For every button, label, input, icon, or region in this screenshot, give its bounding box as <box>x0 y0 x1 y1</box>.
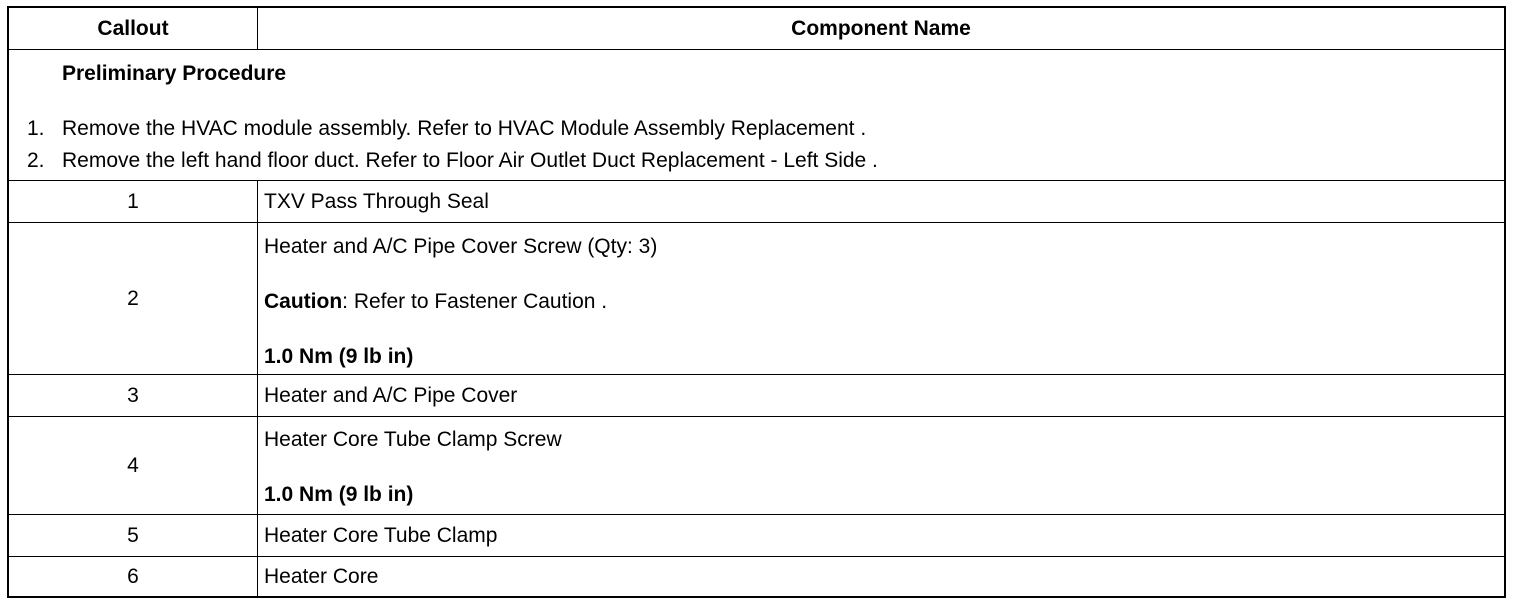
procedure-step <box>27 149 878 173</box>
component-name-column-header: Component Name <box>257 8 1504 49</box>
preliminary-procedure-row <box>9 49 1504 180</box>
table-row <box>9 556 1504 596</box>
table-row <box>9 374 1504 416</box>
callout-cell: 4 <box>127 453 139 477</box>
component-name: Heater Core Tube Clamp Screw <box>264 428 562 451</box>
table-header-row <box>9 8 1504 49</box>
table-row <box>9 416 1504 514</box>
torque-spec: 1.0 Nm (9 lb in) <box>264 345 414 368</box>
caution-text: : Refer to Fastener Caution . <box>342 290 608 313</box>
caution-label: Caution <box>264 290 343 313</box>
component-name-cell <box>257 417 1504 514</box>
component-name: Heater Core <box>264 565 379 588</box>
component-name-cell <box>257 223 1504 374</box>
callout-cell: 2 <box>127 286 139 310</box>
torque-spec: 1.0 Nm (9 lb in) <box>264 483 414 506</box>
step-text: Remove the HVAC module assembly. Refer to HVAC Module Assembly Replacement . <box>62 117 867 140</box>
procedure-step <box>27 117 866 141</box>
component-name: TXV Pass Through Seal <box>264 190 489 213</box>
component-name: Heater and A/C Pipe Cover Screw (Qty: 3) <box>264 235 658 258</box>
step-number: 2. <box>27 149 45 172</box>
component-name: Heater Core Tube Clamp <box>264 524 498 547</box>
component-name-cell <box>257 375 1504 416</box>
table-row <box>9 180 1504 222</box>
step-number: 1. <box>27 117 45 140</box>
callout-column-header: Callout <box>97 16 169 40</box>
preliminary-procedure-title: Preliminary Procedure <box>62 62 287 85</box>
component-name-cell <box>257 515 1504 556</box>
table-row <box>9 514 1504 556</box>
step-text: Remove the left hand floor duct. Refer to Floor Air Outlet Duct Replacement - Left Side . <box>62 149 878 172</box>
component-name: Heater and A/C Pipe Cover <box>264 384 518 407</box>
callout-cell: 1 <box>127 189 139 213</box>
component-name-cell <box>257 181 1504 222</box>
component-name-cell <box>257 557 1504 596</box>
caution-note <box>264 290 607 314</box>
callout-cell: 6 <box>127 564 139 588</box>
table-row <box>9 222 1504 374</box>
callout-cell: 3 <box>127 383 139 407</box>
component-table <box>7 6 1506 598</box>
callout-cell: 5 <box>127 523 139 547</box>
